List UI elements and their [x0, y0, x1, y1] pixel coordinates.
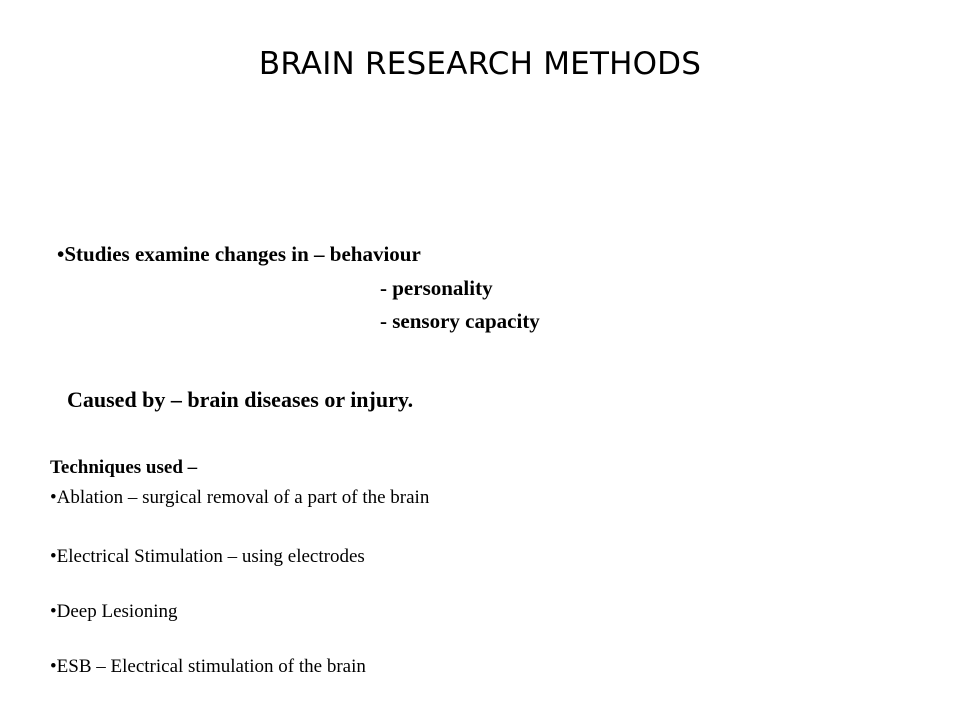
techniques-heading: Techniques used – [50, 457, 198, 478]
slide-title: BRAIN RESEARCH METHODS [258, 46, 702, 82]
technique-item-esb: •ESB – Electrical stimulation of the brain [50, 656, 366, 677]
technique-item-deep-lesioning: •Deep Lesioning [50, 601, 178, 622]
studies-item-personality: - personality [380, 276, 493, 300]
technique-item-electrical-stimulation: •Electrical Stimulation – using electrodes [50, 546, 365, 567]
technique-item-ablation: •Ablation – surgical removal of a part of the brain [50, 487, 430, 508]
studies-lead: •Studies examine changes in – behaviour [57, 242, 421, 266]
studies-item-sensory-capacity: - sensory capacity [380, 309, 540, 333]
cause-line: Caused by – brain diseases or injury. [67, 387, 414, 412]
